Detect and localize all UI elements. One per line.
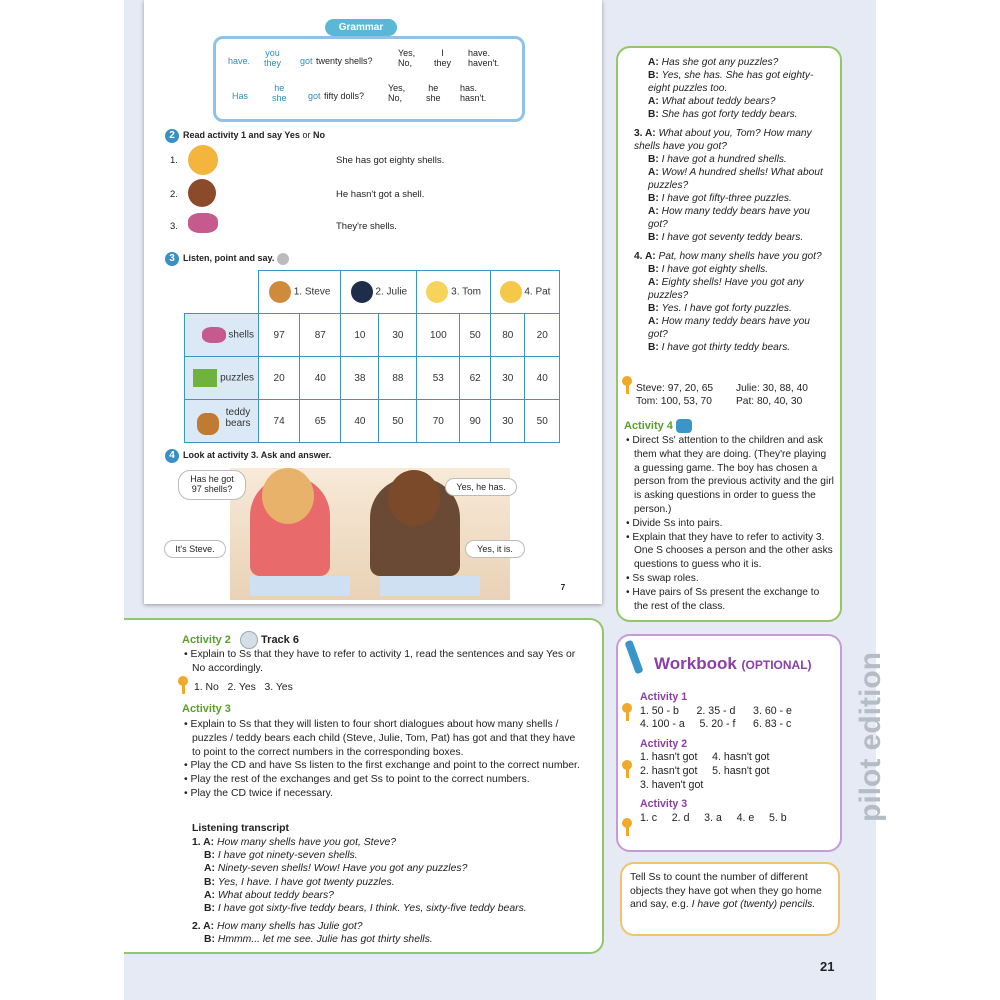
speech-bubble-guess: It's Steve. xyxy=(164,540,226,558)
book-right xyxy=(380,576,480,596)
grammar-got-1: got xyxy=(300,56,313,66)
tn-activity3-title: Activity 3 xyxy=(182,703,231,715)
grammar-object-2: fifty dolls? xyxy=(324,91,365,101)
row-puzzles: puzzles 20 40 38 88 53 62 30 40 xyxy=(185,357,560,400)
tn-activity2-title: Activity 2 Track 6 xyxy=(182,631,299,649)
sb-activity3-instruction: 3 Listen, point and say. xyxy=(165,252,289,266)
sb-activity2-item-1: 1. She has got eighty shells. xyxy=(170,155,178,166)
header-julie: 2. Julie xyxy=(341,271,417,314)
pencil-icon xyxy=(622,640,646,680)
answer-key-icon xyxy=(176,676,190,699)
grammar-answers-2: Yes, No, xyxy=(388,83,406,103)
book-left xyxy=(250,576,350,596)
grammar-verb-2: has. hasn't. xyxy=(460,83,487,103)
cd-icon xyxy=(240,631,258,649)
grammar-pronouns-2: he she xyxy=(272,83,287,103)
right-transcript: A: Has she got any puzzles? B: Yes, she has. She has got eighty-eight puzzles too. A: What about teddy bears? B: She has got forty teddy bears. 3. A: What about you, Tom? How many shells have you got? B: I have got a hundred shells. A: Wow! A hundred shells! What about puzzles? B: I have got fifty-three puzzles. A: How many teddy bears have you got? B: I have got seventy teddy bears. 4. A: Pat, how many shells have you got? B: I have got eighty shells. A: Eighty shells! Have you got any puzzles? B: Yes. I have got forty puzzles. A: How many teddy bears have you got? B: I have got thirty teddy bears. xyxy=(634,57,823,353)
workbook-title: Workbook (OPTIONAL) xyxy=(654,654,812,673)
girl-face-icon xyxy=(188,145,218,175)
boy-head xyxy=(388,470,440,526)
steve-face-icon xyxy=(269,281,291,303)
score-table xyxy=(184,270,560,443)
tn-activity4-title: Activity 4 xyxy=(624,419,692,433)
pat-face-icon xyxy=(500,281,522,303)
speech-bubble-confirm: Yes, it is. xyxy=(465,540,525,558)
workbook-answers: Activity 1 1. 50 - b 2. 35 - d 3. 60 - e 4. 100 - a 5. 20 - f 6. 83 - c Activity 2 1. hasn't got 4. hasn't got 2. hasn't got 5. hasn't got 3. haven't got Activity 3 1. c 2. d 3. a 4. e 5. b xyxy=(640,691,792,824)
header-pat: 4. Pat xyxy=(491,271,560,314)
transcript-title: Listening transcript xyxy=(192,823,289,834)
teddy-bear-icon xyxy=(197,413,219,435)
tn-activity4-bullets: • Direct Ss' attention to the children and ask them what they are doing. (They're playing a guessing game. The boy has chosen a person from the previous activity and the girl is asking questions in order to guess the person.) • Divide Ss into pairs. • Explain that they have to refer to activity 3. One S chooses a person and the other asks questions to guess who it is. • Ss swap roles. • Have pairs of Ss present the exchange to the rest of the class. xyxy=(626,435,834,612)
answer-key-icon xyxy=(620,818,634,841)
row-teddy-bears: teddy bears 74 65 40 50 70 90 30 50 xyxy=(185,400,560,443)
answer-key-activity3: Steve: 97, 20, 65 Julie: 30, 88, 40 Tom: 100, 53, 70 Pat: 80, 40, 30 xyxy=(636,383,808,407)
sb-activity2-item-2: 2. He hasn't got a shell. xyxy=(170,189,178,200)
pilot-edition-label: pilot edition xyxy=(854,652,887,822)
grammar-object-1: twenty shells? xyxy=(316,56,373,66)
grammar-have: have. xyxy=(228,56,251,66)
tip-text: Tell Ss to count the number of different objects they have got when they go home and say, e.g. I have got (twenty) pencils. xyxy=(630,872,822,911)
header-steve: 1. Steve xyxy=(259,271,341,314)
grammar-has: Has xyxy=(232,91,249,101)
grammar-verb-1: have. haven't. xyxy=(468,48,500,68)
page-number: 21 xyxy=(820,959,835,974)
answer-key-icon xyxy=(620,376,634,399)
grammar-got-2: got xyxy=(308,91,321,101)
grammar-title: Grammar xyxy=(325,19,397,36)
grammar-subject-2: he she xyxy=(426,83,441,103)
tom-face-icon xyxy=(426,281,448,303)
speech-bubble-answer: Yes, he has. xyxy=(445,478,517,496)
row-shells: shells 97 87 10 30 100 50 80 20 xyxy=(185,314,560,357)
grammar-pronouns-1: you they xyxy=(264,48,282,68)
girl-head xyxy=(262,468,314,524)
julie-face-icon xyxy=(351,281,373,303)
sb-page-number: 7 xyxy=(555,580,571,596)
cd-icon xyxy=(277,253,289,265)
grammar-subject-1: I they xyxy=(434,48,452,68)
grammar-answers-1: Yes, No, xyxy=(398,48,416,68)
answer-key-icon xyxy=(620,760,634,783)
answer-key-icon xyxy=(620,703,634,726)
puzzles-icon xyxy=(193,369,217,387)
tn-activity3-bullets: • Explain to Ss that they will listen to four short dialogues about how many shells / puzzles / teddy bears each child (Steve, Julie, Tom, Pat) has got and that they have to point to the correct numbers in the corresponding boxes. • Play the CD and have Ss listen to the first exchange and point to the correct number. • Play the rest of the exchanges and get Ss to point to the correct numbers. • Play the CD twice if necessary. xyxy=(184,719,580,799)
grammar-box xyxy=(213,36,525,122)
sb-activity2-instruction: 2 Read activity 1 and say Yes or No xyxy=(165,129,325,143)
pair-work-icon xyxy=(676,419,692,433)
boy-face-icon xyxy=(188,179,216,207)
shells-icon xyxy=(188,213,218,233)
bottom-transcript: 1. A: How many shells have you got, Steve? B: I have got ninety-seven shells. A: Ninety-seven shells! Wow! Have you got any puzzles? B: Yes, I have. I have got twenty puzzles. A: What about teddy bears? B: I have got sixty-five teddy bears, I think. Yes, sixty-five teddy bears. 2. A: How many shells has Julie got? B: Hmmm... let me see. Julie has got thirty shells. xyxy=(192,837,527,946)
speech-bubble-question: Has he got 97 shells? xyxy=(178,470,246,500)
tn-activity2-answers: 1. No 2. Yes 3. Yes xyxy=(194,682,293,693)
sb-activity2-item-3: 3. They're shells. xyxy=(170,221,178,232)
sb-activity4-instruction: 4 Look at activity 3. Ask and answer. xyxy=(165,449,331,463)
shells-icon xyxy=(202,327,226,343)
tn-activity2-bullet: • Explain to Ss that they have to refer to activity 1, read the sentences and say Yes or No accordingly. xyxy=(184,649,576,674)
header-tom: 3. Tom xyxy=(417,271,491,314)
